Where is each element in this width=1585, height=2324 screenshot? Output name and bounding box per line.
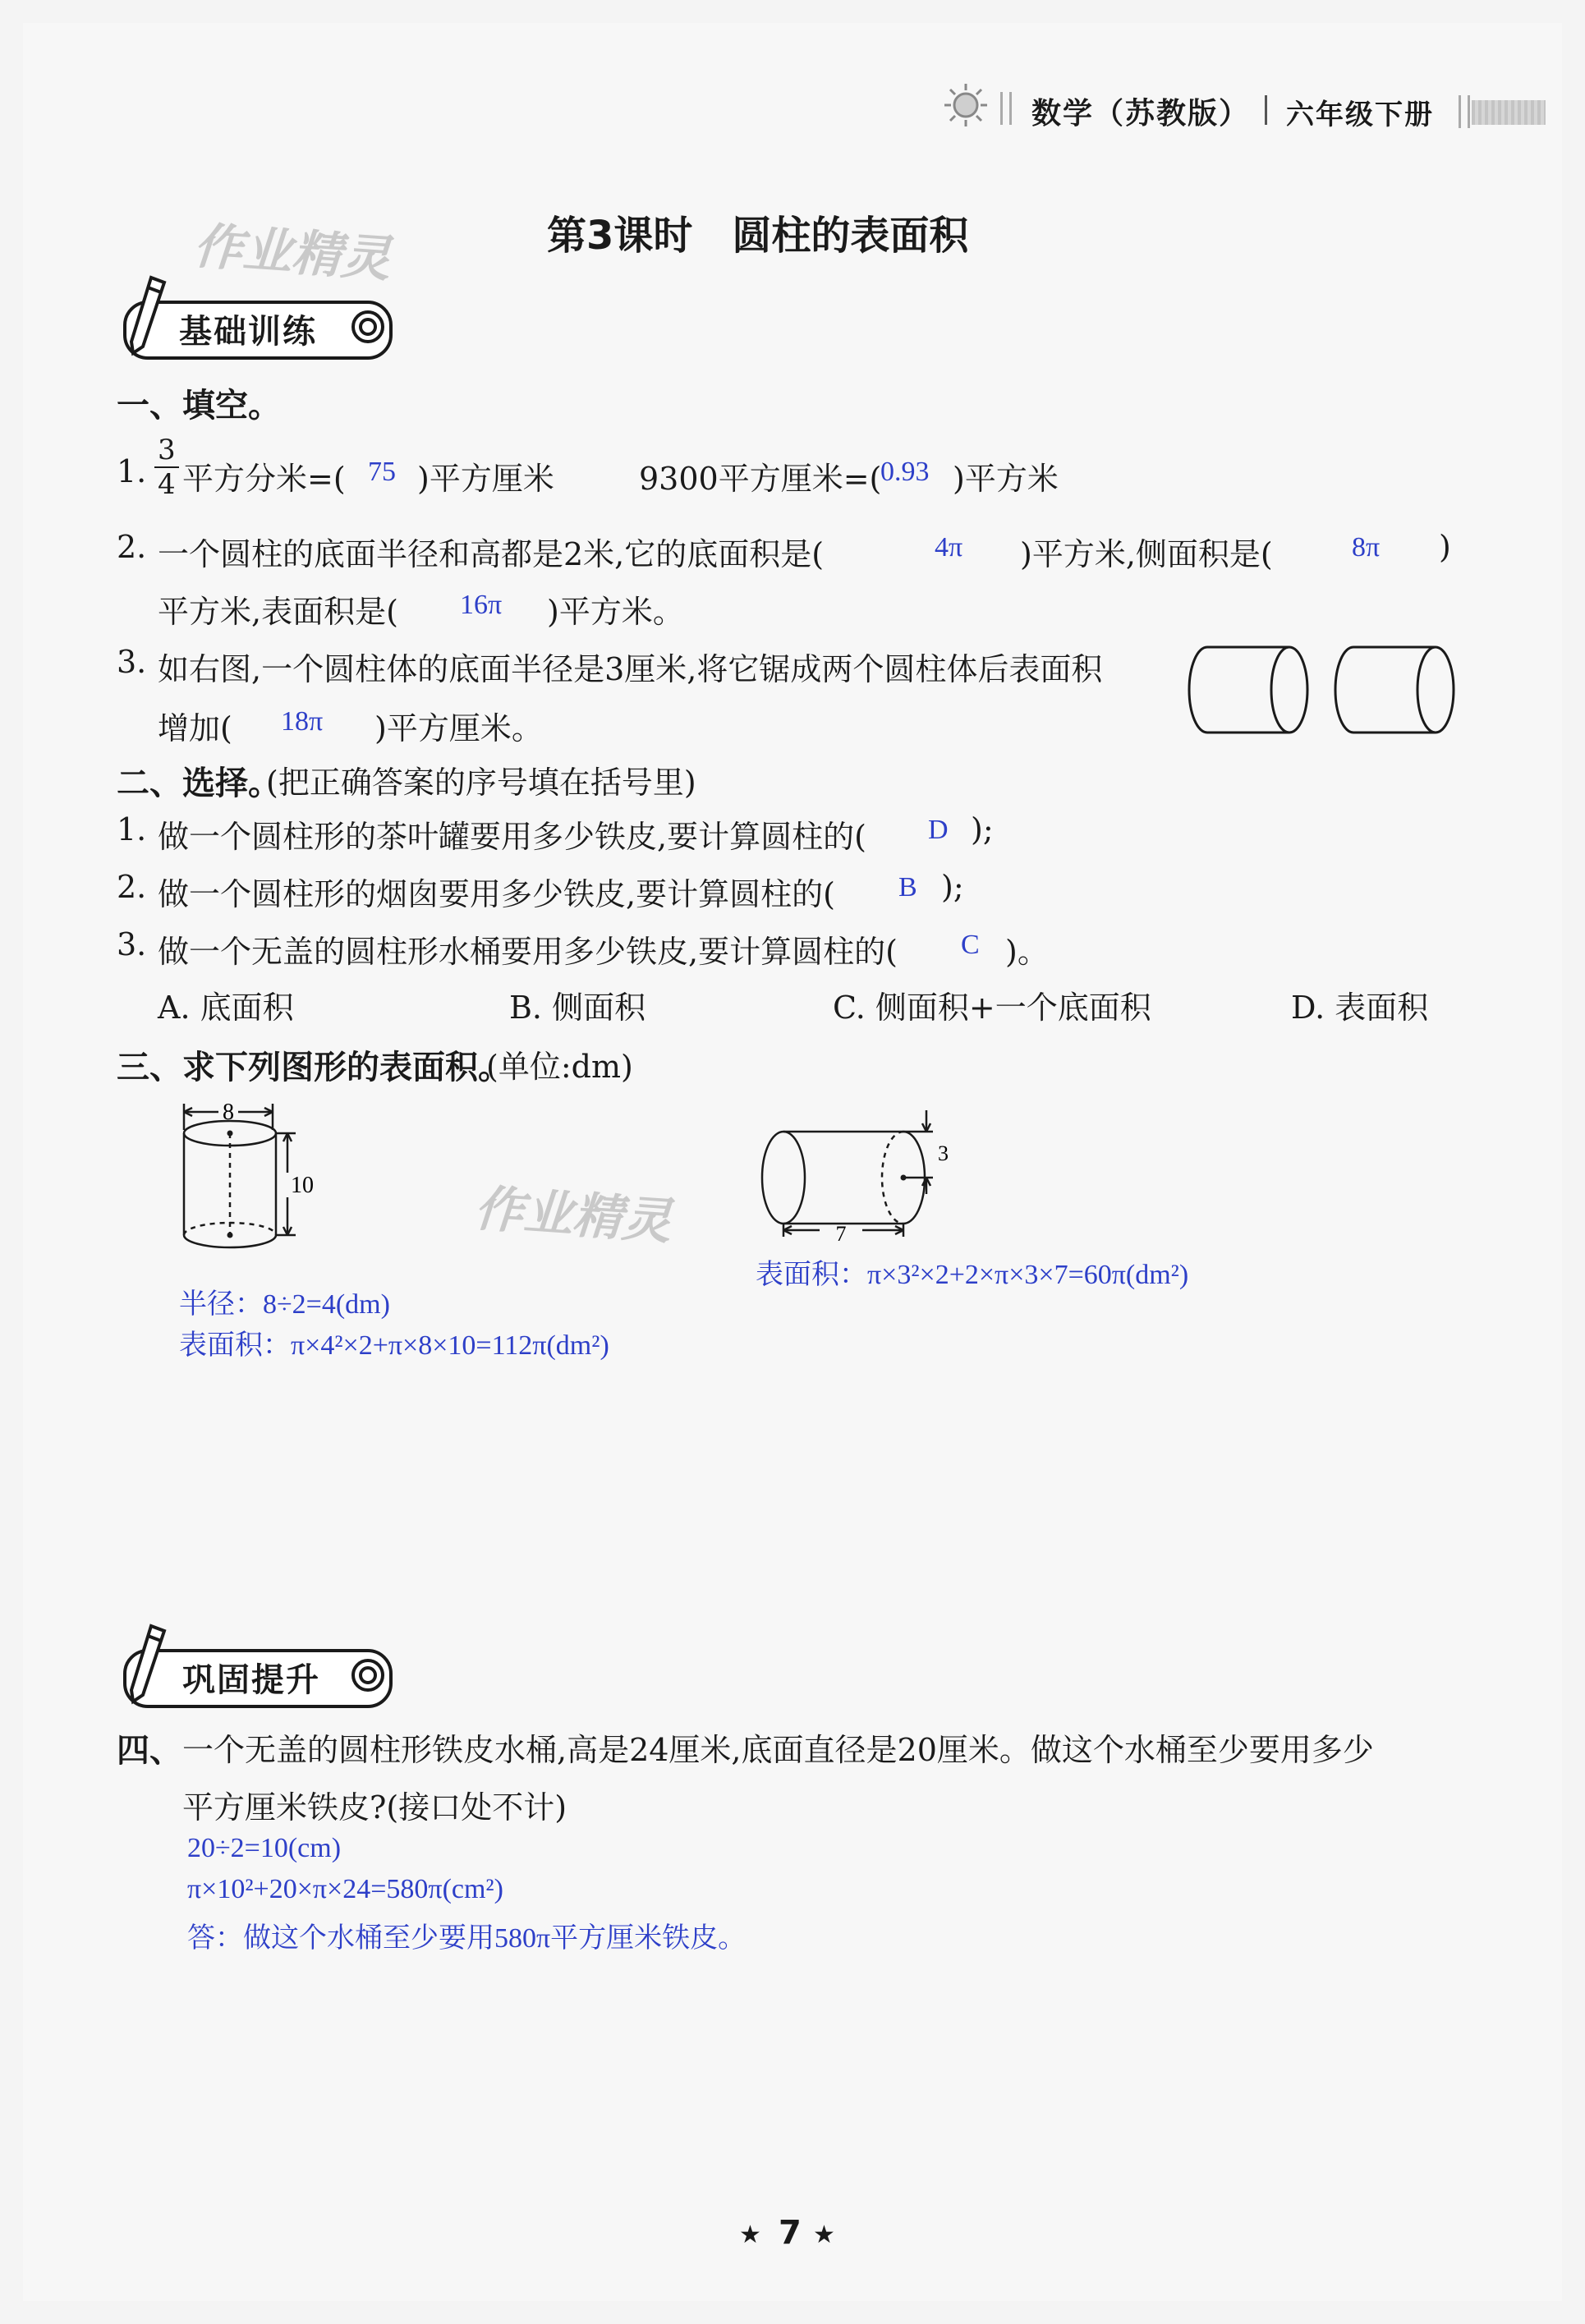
answer: B [898, 872, 917, 903]
ring-icon [348, 307, 389, 348]
answer: C [961, 930, 980, 960]
upright-cylinder-figure [164, 1097, 328, 1270]
answer: 16π [460, 590, 503, 620]
answer: D [928, 815, 949, 845]
answer: 4π [935, 532, 963, 563]
ring-icon [348, 1656, 389, 1697]
answer: 75 [368, 457, 396, 487]
watermark: 作业精灵 [191, 217, 393, 289]
fraction: $\frac{3}{4}$ [154, 434, 179, 501]
solution-line: 半径：8÷2=4(dm) [179, 1289, 390, 1320]
header-grade: 六年级下册 [1286, 99, 1434, 131]
dim-label: 3 [938, 1141, 949, 1165]
solution-line: π×10²+20×π×24=580π(cm²) [187, 1874, 503, 1904]
horizontal-cylinder-figure [747, 1105, 969, 1245]
pencil-icon [118, 1619, 176, 1710]
header-divider [1265, 95, 1267, 125]
header-divider [1000, 92, 1012, 125]
pencil-icon [118, 271, 176, 361]
dim-label: 8 [223, 1100, 234, 1125]
header-stripe [1472, 100, 1546, 125]
solution-line: 表面积：π×3²×2+2×π×3×7=60π(dm²) [756, 1260, 1189, 1290]
dim-label: 10 [291, 1173, 314, 1198]
answer: 8π [1352, 532, 1381, 563]
dim-label: 7 [835, 1222, 847, 1245]
solution-line: 表面积：π×4²×2+π×8×10=112π(dm²) [179, 1330, 609, 1361]
solution-line: 20÷2=10(cm) [187, 1833, 342, 1863]
option-c: C. 侧面积+一个底面积 [833, 990, 1151, 1026]
header-subject: 数学（苏教版） [1031, 96, 1251, 131]
watermark: 作业精灵 [472, 1179, 673, 1252]
part1-heading: 一、填空。 [117, 387, 281, 425]
lesson-title: 第3课时 圆柱的表面积 [547, 213, 969, 259]
solution-line: 答：做这个水桶至少要用580π平方厘米铁皮。 [187, 1923, 747, 1954]
answer: 18π [281, 706, 324, 737]
option-b: B. 侧面积 [509, 990, 646, 1026]
answer: 0.93 [880, 457, 930, 487]
star-icon: ★ [739, 2221, 761, 2249]
sun-mascot-icon [943, 82, 989, 128]
option-d: D. 表面积 [1291, 990, 1429, 1026]
star-icon: ★ [813, 2221, 835, 2249]
cut-cylinders-figure [1183, 641, 1462, 739]
option-a: A. 底面积 [158, 990, 294, 1026]
page-number: 7 [779, 2214, 802, 2252]
header-divider [1459, 95, 1470, 128]
